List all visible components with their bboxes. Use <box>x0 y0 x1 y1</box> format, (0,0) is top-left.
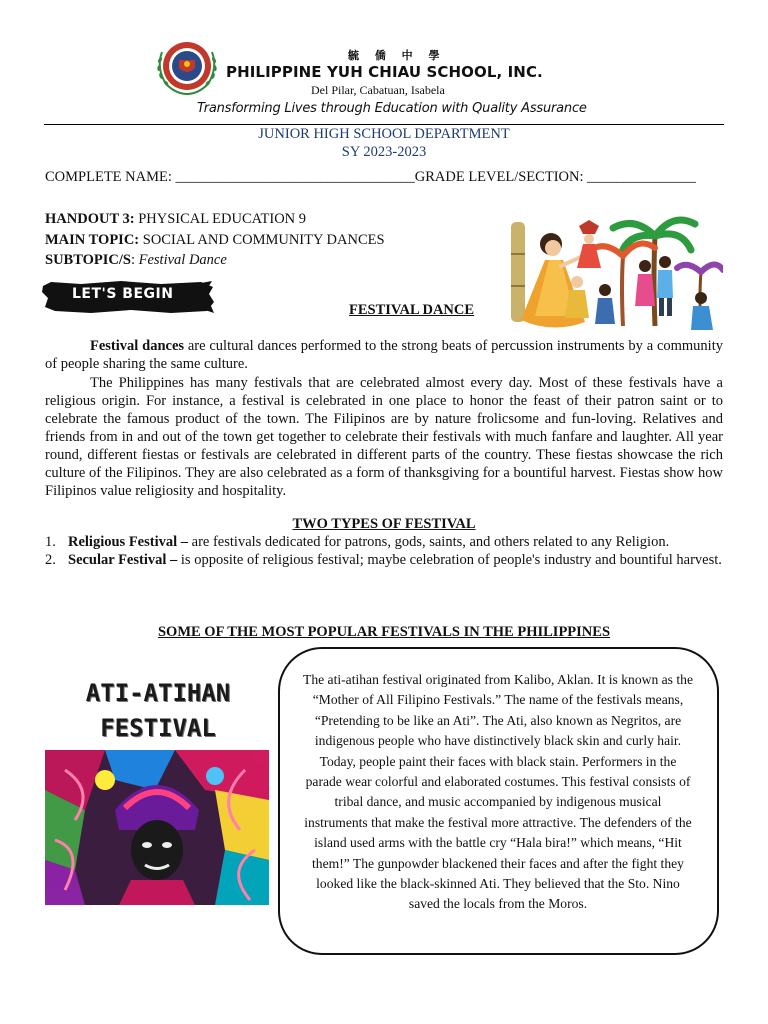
types-of-festival-title <box>0 516 768 533</box>
ati-atihan-festival-photo <box>45 750 269 905</box>
ati-atihan-title-line1: ATI-ATIHAN <box>85 679 231 707</box>
school-logo <box>154 38 220 96</box>
secular-festival-term: Secular Festival – <box>68 552 178 568</box>
subtopic-line <box>45 250 385 271</box>
lets-begin-label: LET'S BEGIN <box>72 286 174 302</box>
list-number: 1. <box>45 534 56 550</box>
ati-atihan-title <box>60 676 256 746</box>
festival-dance-paragraph-text: The Philippines has many festivals that are celebrated almost every day. Most of these festivals have a religious origin. For instance, a festival is celebrated in one place to honor the feast of their patron saint or to celebrate the famous product of the town. The Filipinos are by nature frolicsome and fun-loving. Relatives and friends from in and out of the town get together to celebrate their festivals with much fanfare and laughter. All year round, different fiestas or festivals are celebrated in different parts of the country. These fiestas showcase the rich culture of the Filipinos. They are also celebrated as a form of thanksgiving for a bountiful harvest. Fiestas show how Filipinos value religiosity and hospitality. <box>45 375 723 499</box>
subtopic-label: SUBTOPIC/S <box>45 252 131 268</box>
main-topic-line <box>45 230 385 251</box>
religious-festival-term: Religious Festival – <box>68 534 189 550</box>
school-name: PHILIPPINE YUH CHIAU SCHOOL, INC. <box>226 63 543 81</box>
festival-dances-desc: are cultural dances performed to the strong beats of percussion instruments by a community of people sharing the same culture. <box>45 338 723 372</box>
types-of-festival-title-text: TWO TYPES OF FESTIVAL <box>292 516 476 532</box>
secular-festival-desc: is opposite of religious festival; maybe celebration of people's industry and bountiful harvest. <box>177 552 722 568</box>
festival-dance-definition <box>45 337 723 373</box>
list-item <box>45 551 725 569</box>
handout-info <box>45 209 385 271</box>
name-grade-fields: COMPLETE NAME: _________________________________GRADE LEVEL/SECTION: _______________ <box>45 169 696 185</box>
main-topic-value: SOCIAL AND COMMUNITY DANCES <box>139 231 385 248</box>
popular-festivals-title: SOME OF THE MOST POPULAR FESTIVALS IN THE PHILIPPINES <box>157 624 611 640</box>
main-topic-label: MAIN TOPIC: <box>45 231 140 248</box>
list-number: 2. <box>45 552 56 568</box>
festival-dance-paragraph <box>45 374 723 500</box>
ati-atihan-title-line2: FESTIVAL <box>100 714 216 742</box>
festival-dances-term: Festival dances <box>90 338 185 354</box>
department-heading <box>0 125 768 161</box>
ati-atihan-description: The ati-atihan festival originated from Kalibo, Aklan. It is known as the “Mother of All Filipino Festivals.” The name of the festivals means, “Pretending to be like an Ati”. The Ati, also known as Negritos, are indigenous people who have distinctively black skin and curly hair. Today, people paint their faces with black stain. Performers in the parade wear colorful and elaborated costumes. This festival consists of tribal dance, and music accompanied by indigenous musical instruments that make the festival more attractive. The defenders of the island used arms with the battle cry “Hala bira!” which means, “Hit them!” The gunpowder blackened their faces and after the fight they looked like the black-skinned Ati. They believed that the Sto. Nino saved the locals from the Moros. <box>303 672 693 912</box>
handout-line <box>45 209 385 230</box>
religious-festival-desc: are festivals dedicated for patrons, gods, saints, and others related to any Religion. <box>188 534 670 550</box>
department-name: JUNIOR HIGH SCHOOL DEPARTMENT <box>258 126 510 142</box>
handout-label: HANDOUT 3: <box>45 211 135 227</box>
school-address: Del Pilar, Cabatuan, Isabela <box>311 83 445 97</box>
festival-types-list <box>45 533 725 569</box>
handout-value: PHYSICAL EDUCATION 9 <box>134 211 307 227</box>
chinese-school-name: 毓 僑 中 學 <box>348 49 446 62</box>
subtopic-value: Festival Dance <box>138 252 227 268</box>
school-year: SY 2023-2023 <box>341 144 427 160</box>
school-motto: Transforming Lives through Education with Quality Assurance <box>197 101 587 116</box>
subtopic-separator: : <box>130 252 139 268</box>
festival-dancers-illustration <box>505 206 723 336</box>
festival-dance-title: FESTIVAL DANCE <box>349 302 475 318</box>
list-item <box>45 533 725 551</box>
